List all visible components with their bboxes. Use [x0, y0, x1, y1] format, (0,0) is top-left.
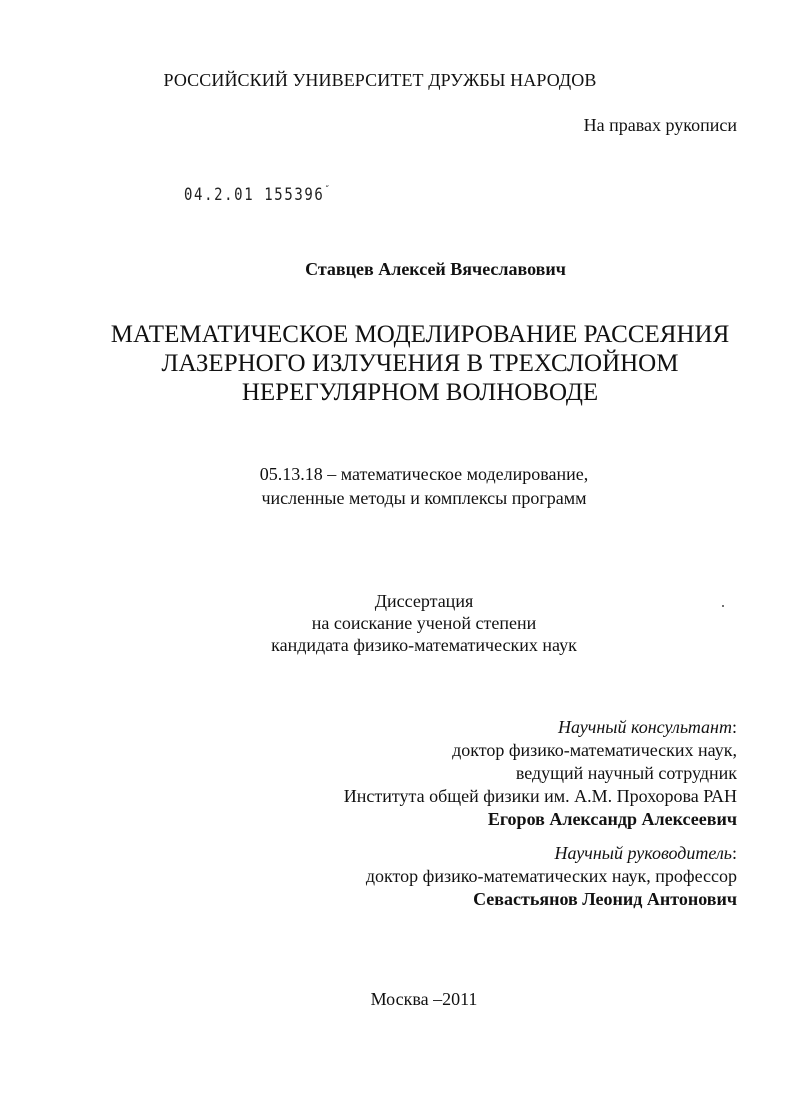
supervisor-name: Севастьянов Леонид Антонович — [473, 889, 737, 909]
work-line: на соискание ученой степени — [311, 613, 537, 633]
work-line: Диссертация — [374, 591, 474, 611]
dissertation-title — [40, 320, 793, 407]
author-name: Ставцев Алексей Вячеславович — [305, 259, 566, 279]
consultant-role-label: Научный консультант — [558, 717, 732, 737]
specialty-code — [0, 462, 793, 510]
work-type — [0, 590, 793, 656]
scientific-supervisor — [366, 842, 737, 911]
consultant-detail: доктор физико-математических наук, — [452, 740, 737, 760]
scan-speck — [722, 605, 724, 607]
consultant-detail: ведущий научный сотрудник — [515, 763, 737, 783]
title-line: МАТЕМАТИЧЕСКОЕ МОДЕЛИРОВАНИЕ РАССЕЯНИЯ — [110, 321, 730, 348]
consultant-role: Научный консультант: — [558, 717, 737, 737]
title-line: НЕРЕГУЛЯРНОМ ВОЛНОВОДЕ — [241, 379, 599, 406]
registration-number: 04.2.01 155396 — [184, 185, 325, 205]
specialty-line: численные методы и комплексы программ — [261, 488, 587, 508]
scientific-consultant — [344, 716, 737, 831]
registration-stamp: 04.2.01 155396˝ — [184, 185, 332, 205]
university-name: РОССИЙСКИЙ УНИВЕРСИТЕТ ДРУЖБЫ НАРОДОВ — [163, 70, 597, 90]
consultant-name: Егоров Александр Алексеевич — [487, 809, 737, 829]
work-line: кандидата физико-математических наук — [271, 635, 577, 655]
city-year: Москва –2011 — [370, 989, 478, 1009]
supervisor-detail: доктор физико-математических наук, профессор — [365, 866, 737, 886]
consultant-detail: Института общей физики им. А.М. Прохорова РАН — [343, 786, 737, 806]
supervisor-role: Научный руководитель: — [554, 843, 737, 863]
specialty-line: 05.13.18 – математическое моделирование, — [259, 464, 589, 484]
rights-note: На правах рукописи — [583, 115, 737, 135]
title-line: ЛАЗЕРНОГО ИЗЛУЧЕНИЯ В ТРЕХСЛОЙНОМ — [161, 350, 679, 377]
supervisor-role-label: Научный руководитель — [554, 843, 732, 863]
